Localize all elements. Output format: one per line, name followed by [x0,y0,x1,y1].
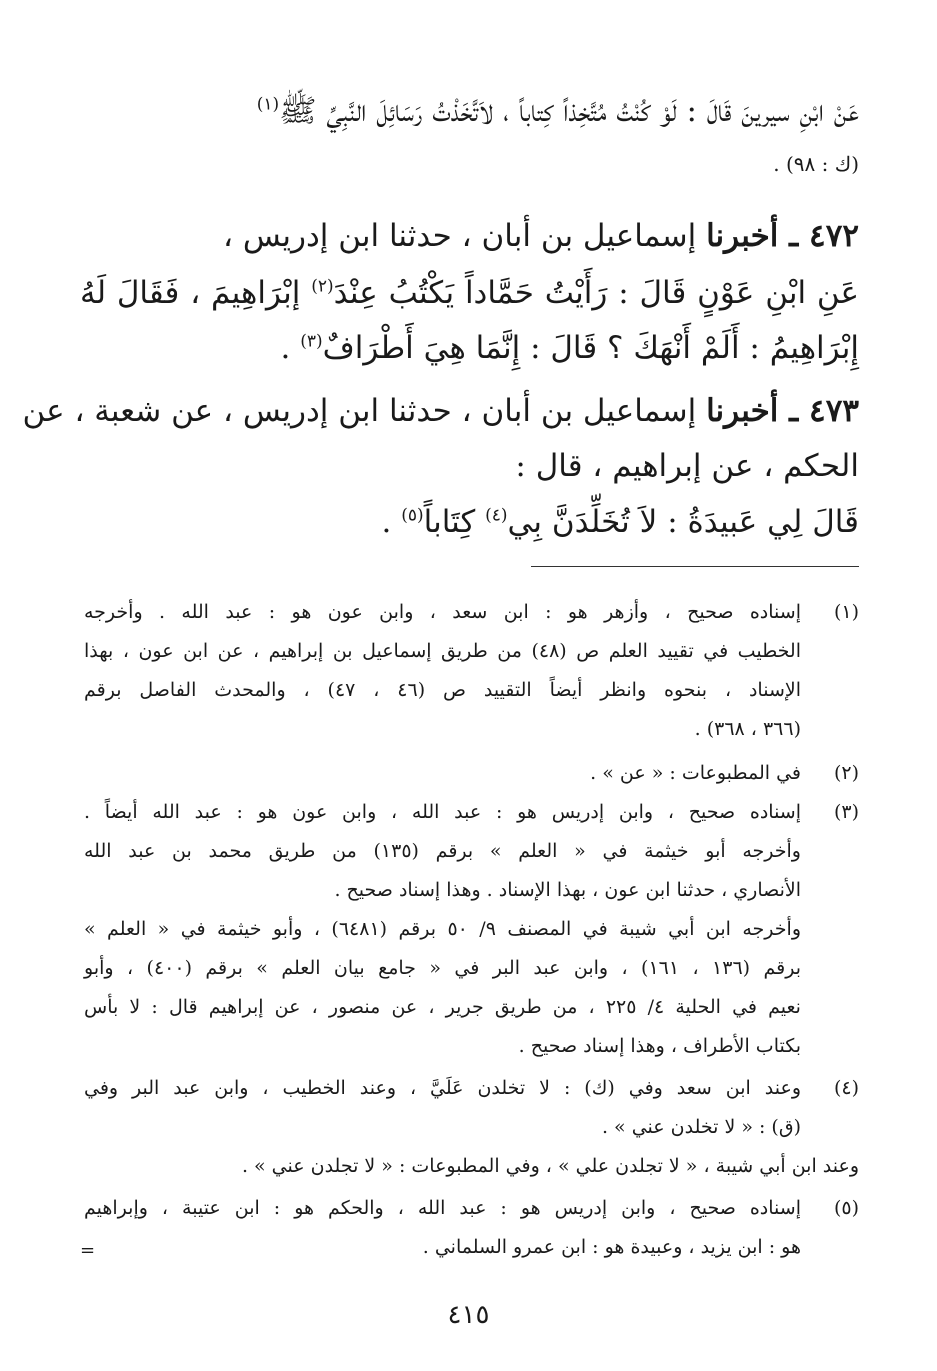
hadith-473-isnad: إسماعيل بن أبان ، حدثنا ابن إدريس ، عن شعبة ، عن [22,393,707,429]
hadith-473-line-3-text: قَالَ لِي عَبيدَةُ : لاَ تُخَلِّدَنَّ بِي [507,504,859,540]
hadith-472-line-3-end: . [280,330,301,366]
footnote-number-4: (٤) [833,1077,859,1099]
hadith-472-heading [223,218,859,254]
footnote-1-line-4: (٣٦٦ ، ٣٦٨) . [694,718,801,740]
footnote-3-line-6: نعيم في الحلية ٤/ ٢٢٥ ، من طريق جرير ، عن منصور ، عن إبراهيم قال : لا بأس [84,996,801,1018]
continuation-mark: = [80,1240,96,1261]
hadith-472-number: ٤٧٢ ـ أخبرنا [706,218,859,254]
hadith-472-line-2 [80,275,859,311]
hadith-472-line-3 [280,330,859,366]
footnote-2-line-1: في المطبوعات : « عن » . [590,762,801,784]
footnote-3-line-1: إسناده صحيح ، وابن إدريس هو : عبد الله ، وابن عون هو : عبد الله أيضاً . [84,801,801,823]
footnote-3-line-4: وأخرجه ابن أبي شيبة في المصنف ٩/ ٥٠ برقم (٦٤٨١) ، وأبو خيثمة في « العلم » [84,918,801,940]
footnote-number-2: (٢) [833,762,859,784]
hadith-473-line-2: الحكم ، عن إبراهيم ، قال : [515,448,859,484]
hadith-473-heading [22,393,859,429]
footnote-ref-5[interactable]: (٥) [401,505,424,526]
footnote-number-3: (٣) [833,801,859,823]
hadith-473-line-3 [381,504,859,540]
footnote-number-1: (١) [833,601,859,623]
footnote-3-line-5: برقم (١٣٦ ، ١٦١) ، وابن عبد البر في « جامع بيان العلم » برقم (٤٠٠) ، وأبو [84,957,801,979]
hadith-473-number: ٤٧٣ ـ أخبرنا [706,393,859,429]
footnote-5-line-1: إسناده صحيح ، وابن إدريس هو : عبد الله ، والحكم هو : ابن عتيبة ، وإبراهيم [84,1197,801,1219]
footnote-ref-4[interactable]: (٤) [485,505,508,526]
footnote-ref-2[interactable]: (٢) [311,276,334,297]
footnote-1-line-2: الخطيب في تقييد العلم ص (٤٨) من طريق إسماعيل بن إبراهيم ، عن ابن عون ، بهذا [84,640,801,662]
footnote-3-line-3: الأنصاري ، حدثنا ابن عون ، بهذا الإسناد . وهذا إسناد صحيح . [334,879,801,901]
footnote-3-line-7: بكتاب الأطراف ، وهذا إسناد صحيح . [518,1035,801,1057]
hadith-472-line-2-end: إبْرَاهِيمَ ، فَقَالَ لَهُ [80,275,312,311]
hadith-472-isnad: إسماعيل بن أبان ، حدثنا ابن إدريس ، [223,218,707,254]
footnote-4-line-2: (ق) : « لا تخلدن عني » . [601,1116,801,1138]
source-reference: (ك : ٩٨) . [773,152,859,176]
main-line-1 [257,92,859,137]
footnote-4-line-3: وعند ابن أبي شيبة ، « لا تجلدن علي » ، وفي المطبوعات : « لا تجلدن عني » . [241,1155,859,1177]
hadith-473-line-3-mid: كِتَاباً [423,504,486,540]
page-number: ٤١٥ [447,1300,490,1330]
footnote-1-line-3: الإسناد ، بنحوه وانظر أيضاً التقييد ص (٤٦ ، ٤٧) ، والمحدث الفاصل برقم [84,679,801,701]
hadith-473-line-3-end: . [381,504,402,540]
footnote-ref-3[interactable]: (٣) [300,331,323,352]
main-line-1-text: عَنْ ابْنِ سيرينَ قَالَ : لَوْ كُنْتُ مُتَّخِذاً كِتاباً ، لاَتَّخَذْتُ رَسَائِلَ النَّبِيِّ ﷺ [279,93,859,129]
footnote-ref-1[interactable]: (١) [256,94,280,115]
hadith-472-line-2-text: عَنِ ابْنِ عَوْنٍ قَالَ : رَأَيْتُ حَمَّاداً يَكْتُبُ عِنْدَ [333,275,860,311]
footnote-separator [531,566,859,567]
hadith-472-line-3-text: إِبْرَاهِيمُ : أَلَمْ أَنْهَكَ ؟ قَالَ : إِنَّمَا هِيَ أَطْرَافٌ [322,330,859,366]
footnote-3-line-2: وأخرجه أبو خيثمة في « العلم » برقم (١٣٥) من طريق محمد بن عبد الله [84,840,801,862]
footnote-1-line-1: إسناده صحيح ، وأزهر هو : ابن سعد ، وابن عون هو : عبد الله . وأخرجه [84,601,801,623]
footnote-number-5: (٥) [833,1197,859,1219]
footnote-4-line-1: وعند ابن سعد وفي (ك) : لا تخلدن عَلَيَّ ، وعند الخطيب ، وابن عبد البر وفي [84,1077,801,1099]
footnote-5-line-2: هو : ابن يزيد ، وعبيدة هو : ابن عمرو السلماني . [422,1236,801,1258]
